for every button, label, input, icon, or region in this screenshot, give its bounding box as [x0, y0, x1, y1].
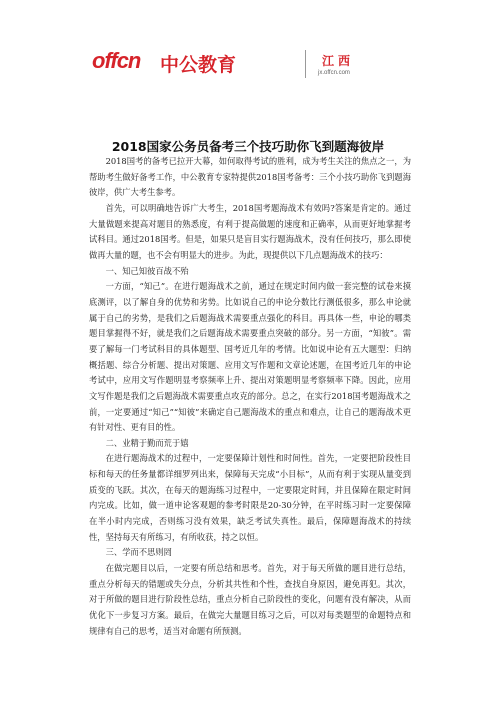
article-body	[89, 154, 411, 639]
section-heading-1: 一、知己知彼百战不殆	[105, 265, 189, 276]
brand-name: 中公教育	[160, 54, 237, 76]
offcn-logo: offcn	[92, 48, 141, 73]
paragraph-section-3: 在做完题目以后，一定要有所总结和思考。首先，对于每天所做的题目进行总结，重点分析每天的错题或失分点，分析其共性和个性，查找自身原因，避免再犯。其次，对于所做的题目进行阶段性总结，重点分析自己阶段性的变化，问题有没有解决，从而优化下一步复习方案。最后，在做完大量题目练习之后，可以对每类题型的命题特点和规律有自己的思考，适当对命题有所预测。	[89, 563, 411, 636]
paragraph-strategy: 首先，可以明确地告诉广大考生，2018国考题海战术有效吗?答案是肯定的。通过大量做题来提高对题目的熟悉度，有利于提高做题的速度和正确率，从而更好地掌握考试科目。通过2018国考。但是，如果只是盲目实行题海战术，没有任何技巧，那么即使做再大量的题，也不会有明显大的进步。为此，现提供以下几点题海战术的技巧：	[89, 202, 411, 260]
region-label: 江西	[322, 54, 355, 68]
paragraph-section-1: 一方面，“知己”。在进行题海战术之前，通过在规定时间内做一套完整的试卷来摸底测评，以了解自身的优势和劣势。比如说自己的申论分数比行测低很多，那么申论就属于自己的劣势，是我们之后题海战术需要重点强化的科目。再具体一些，申论的哪类题目掌握得不好，就是我们之后题海战术需要重点突破的部分。另一方面，“知彼”。需要了解每一门考试科目的具体题型、国考近几年的考情。比如说申论有五大题型：归纳概括题、综合分析题、提出对策题、应用文写作题和文章论述题，在国考近几年的申论考试中，应用文写作题明显考察频率上升、提出对策题明显考察频率下降。因此，应用文写作题是我们之后题海战术需要重点攻克的部分。总之，在实行2018国考题海战术之前，一定要通过“知己”“知彼”来确定自己题海战术的重点和难点，让自己的题海战术更有针对性、更有目的性。	[89, 281, 411, 433]
header-divider	[305, 50, 306, 78]
paragraph-section-2: 在进行题海战术的过程中，一定要保障计划性和时间性。首先，一定要把阶段性目标和每天的任务量都详细罗列出来，保障每天完成“小目标”，从而有利于实现从量变到质变的飞跃。其次，在每天的题海练习过程中，一定要限定时间，并且保障在限定时间内完成。比如，做一道申论客观题的参考时限是20-30分钟，在平时练习时一定要保障在半小时内完成，否则练习没有效果，缺乏考试失真性。最后，保障题海战术的持续性，坚持每天有所练习，有所收获，持之以恒。	[89, 453, 411, 542]
page-title: 2018国家公务员备考三个技巧助你飞到题海彼岸	[111, 139, 385, 154]
section-heading-2: 二、业精于勤而荒于嬉	[105, 437, 189, 448]
paragraph-intro: 2018国考的备考已拉开大幕，如何取得考试的胜利，成为考生关注的焦点之一，为帮助考生做好备考工作，中公教育专家特提供2018国考备考：三个小技巧助你飞到题海彼岸，供广大考生参考。	[89, 156, 411, 198]
header	[78, 40, 418, 76]
section-heading-3: 三、学而不思则罔	[105, 547, 172, 558]
region-url: jx.offcn.com	[318, 70, 350, 76]
